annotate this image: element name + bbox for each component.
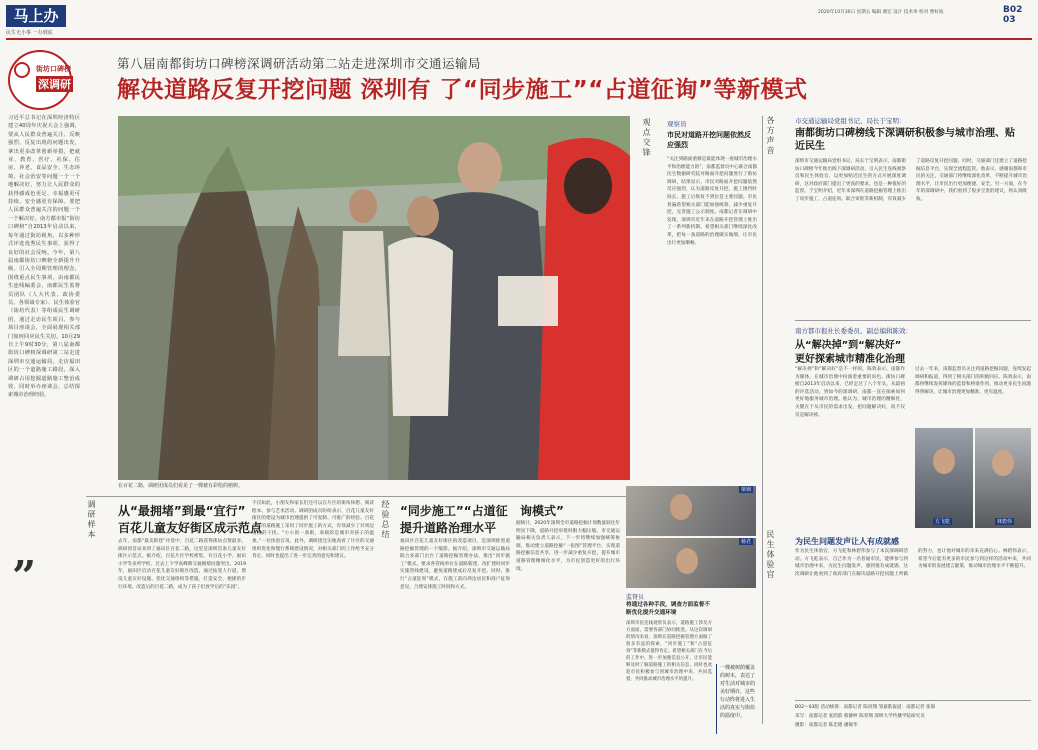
masthead-rule: [6, 38, 1032, 40]
mid2-text2: 据统计，2020年深圳全市道路挖掘计划数量较往年明显下降，道路开挖审批时限大幅压缩。市交通运输局相关负责人表示，下一步将继续加强统筹协调，推动建立道路挖掘“一张图”管理平台，实现道路挖掘信息共享，进一步减少重复开挖，提升城市道路管理精细化水平，为市民创造更好的出行环境。: [516, 521, 620, 572]
kicker: 第八届南都街坊口碑榜深调研活动第二站走进深圳市交通运输局: [117, 56, 482, 71]
side1-text: “关注到路面重修是最能体现一座城市治理水平和治理能力的”，南都监督员中心联合南都民生数据研究院对路面开挖问题进行了街坊调研，结果显示，市民对路面开挖问题依然反应强烈，认为道路反复开挖、施工围挡时间长、施工后恢复不到位是主要问题。市民普遍希望相关部门能加强统筹，减少重复开挖，完善施工公示制度。南都记者在调研中发现，深圳市近年来在道路开挖管理上推出了一系列新机制。希望相关部门继续深化改革，把每一条道路的治理做实做细，让市民出行更加顺畅。: [667, 157, 757, 246]
masthead-logo-text: 马上办: [13, 7, 59, 25]
portrait-face-c: [670, 494, 692, 520]
page-number: B02 03: [1003, 5, 1023, 25]
side1-title: 市民对道路开挖问题依然反应强烈: [667, 131, 751, 149]
side2-text: 深圳市交通运输局党组书记、局长于宝明表示，南都街坊口碑榜今年推出线下深调研活动，引入民生连线观察员和民生体验官，以更加贴近民生的方式开展深度调研，这对政府部门提出了更高的要求，也是一种很好的监督。于宝明介绍，近年来深圳在道路挖掘管理上推出了同步施工、占道征询、联合审批等新机制，有效减少了道路反复开挖问题。同时，交通部门还建立了道路挖掘信息平台，实现全流程监管。他表示，感谢南都和市民的关注，交通部门将继续深化改革，不断提升城市治理水平，让市民出行更加便捷、安全。另一方面，在今年的深调研中，我们看到了很多宝贵的建议，将认真吸收。: [795, 159, 1027, 202]
mid-photo-b: [626, 538, 756, 588]
main-photo: [118, 116, 630, 480]
mid1-heading2: 百花儿童友好街区成示范点: [118, 521, 263, 535]
label-yang: 杨君: [741, 539, 752, 545]
credits-line2: 采写：南都记者 张韵韵 蔡静婷 陈荣翔 深圳大学传播学院研究员: [795, 714, 925, 719]
rightmid-photo-a: [915, 428, 973, 528]
photo-scene: [118, 116, 630, 480]
label-lin: 林碧伟: [997, 519, 1013, 525]
supervisor-title: 将通过各种手段，调查方面监督不断优化提升交通环境: [626, 602, 710, 616]
masthead-logo: [6, 5, 66, 27]
rightmid-heading2: 更好探索城市精准化治理: [795, 354, 905, 365]
mid2-heading2: 提升道路治理水平: [400, 521, 497, 535]
credits-line1: B02～03版 活动统筹：南都记者 陈溟翔 邹嘉皓报道：南都记者 张锦: [795, 705, 936, 710]
lead-text: 习近平总书记在深圳经济特区建立40周年庆祝大会上强调，要从人民群众普遍关注、反映强烈、反复出现的问题出发，拿出更多改革创新举措，把就业、教育、医疗、社保、住房、养老、食品安全、生态环境、社会治安等问题一个一个地解决好，努力让人民群众的获得感成色更足、幸福感更可持续、安全感更有保障。要把人民群众普遍关注的问题一个一个解决好。南方都市报“街坊口碑榜”自2013年启动以来，每年通过街坊视角，以多种形式评选优秀民生事项，获得了良好的社会反响。今年，第八届南都街坊口碑榜全新提升升级，引入全周期管理的理念，围绕重点民生事项，由南都民生连线编委会、南都民生监督员团队（人大代表、政协委员、各领域专家）、民生体验官（街坊代表）等组成民生调研团，通过走访民生项目、参与项目座谈会，全面展现相关部门如何回应民生关切。10月29日上午9时30分，第八届南都街坊口碑榜深调研第二站走进深圳市交通运输局，走访福田区的一个道路施工路段，深入调研占用挖掘道路施工整治成效，同时举办座谈会，总结探索城市治理经验。: [8, 115, 80, 399]
rightmid-text1: “解决掉”和“解决好”是不一样的。陈效表示，南都作为媒体，在城市治理中扮演着重要的角色。街坊口碑榜自2013年启动以来，已经走过了八个年头，从最初的评选活动，到如今的深调研，南都一直在探索如何更好地服务城市治理。他认为，城市治理的精细化，关键在于从市民的需求出发，把问题解决好，而不仅仅是解决掉。: [795, 367, 905, 418]
mid1-heading1: 从“最拥堵”到最“宜行”: [118, 504, 246, 518]
magnifier-icon: [14, 62, 30, 78]
right-mid-rule: [795, 320, 1031, 321]
side1-vert-label: 观点交锋: [642, 118, 651, 158]
rightbottom-title: 为民生问题发声让人有成就感: [795, 537, 899, 546]
badge-line2: 深调研: [38, 78, 71, 91]
mid2-vert-label: 经验总结: [381, 500, 390, 540]
quote-mark: ”: [12, 552, 37, 601]
mid2-heading1: “同步施工”“占道征: [400, 504, 508, 518]
side2-title: 南都街坊口碑榜线下深调研积极参与城市治理、贴近民生: [795, 128, 1015, 152]
rightbottom-text: 作为民生体验官，方飞乾和林碧伟参与了本次深调研活动。方飞乾表示，自己作为一名普通市民，能够参与到城市治理中来，为民生问题发声，感到很有成就感。这次调研让他看到了政府部门在解决道路开挖问题上所做的努力，也让他对城市的未来充满信心。林碧伟表示，希望今后能有更多的市民参与到这样的活动中来，共同为城市的发展建言献策，推动城市治理水平不断提升。: [795, 549, 1031, 577]
supervisor-text: 深圳市民连线观察员表示，道路施工涉及方方面面，需要各部门协同推进。从这次调研的情况来看，深圳在道路挖掘管理方面做了很多有益的探索，“同步施工”和“占道征询”等新模式值得肯定。希望相关部门在今后的工作中，进一步加强信息公开，让市民能够及时了解道路施工的相关信息，同时也欢迎市民积极参与到城市治理中来，共同监督，共同推动城市治理水平的提升。: [626, 621, 712, 682]
side2-person: 市交通运输局党组书记、局长于宝明：: [795, 117, 906, 125]
rightmid-text2: 过去一年来，南都监督员关注到道路挖掘问题，连续发起调研和报道，得到了相关部门的积极回应。陈效表示，南都将继续发挥媒体的监督和桥梁作用，推动更多民生问题得到解决，让城市治理更加精准、更有温度。: [915, 367, 1031, 395]
rightmid-heading1: 从“解决掉”到“解决好”: [795, 340, 902, 351]
label-fang: 方飞乾: [935, 519, 951, 525]
headline: 解决道路反复开挖问题 深圳有 了“同步施工”“占道征询”等新模式: [117, 77, 808, 103]
badge-line1: 街坊口碑榜: [36, 65, 71, 73]
rightmid-person: 南方都市报社长委委员、副总编辑陈效：: [795, 327, 912, 335]
mid1-vert-label: 调研样本: [87, 500, 96, 540]
rightbottom-vert-label: 民生体验官: [766, 530, 775, 580]
side-divider: [762, 116, 763, 724]
credits-rule: [795, 700, 1031, 701]
portrait-face-b: [992, 450, 1014, 476]
mid2-text1: 福田区百花儿童友好街区的改造项目，是深圳推进道路挖掘管理的一个缩影。据介绍，深圳市交通运输局联合多部门出台了道路挖掘管理办法，推出“同步施工”模式，要求各管线单位在道路新建、改扩建时同步实施管线建设，避免道路建成后反复开挖。同时，推行“占道征询”模式，在施工前向周边居民和商户征询意见，合理安排施工时间和方式。: [400, 539, 510, 590]
credits-line3: 摄影：南都记者 陈忠德 潘钿华: [795, 723, 858, 728]
small-note: 一棵被树荫覆盖的树木，表达了对生活对城市的美好期许，这些行动终将进入生活的真实与街坊的温度中。: [716, 664, 756, 734]
mid-photo-a: [626, 486, 756, 536]
masthead-tagline: 民生无小事 一办到底: [6, 30, 53, 36]
photo-caption: 在百花二路，调研团成员们看见了一棵被有彩绘的榕树。: [118, 483, 244, 489]
side1-person: 观察员: [667, 120, 687, 128]
portrait-face-d: [676, 548, 698, 574]
mid1-text1: 去年，南都“最美街巷”评选中，百花二路获得街坊点赞最多。调研团首站来到了福田区百花二路，这里是深圳首条儿童友好街区示范点。据介绍，百花片区学校密集，有百花小学、福田小学等多所学校，过去上下学高峰期交通拥堵问题突出。2019年，福田区启动百花儿童友好街区改造，通过拓宽人行道、增设儿童友好设施、优化交通组织等措施，打造安全、便捷的步行环境。改造后的百花二路，成为了孩子们放学后的“乐园”。: [118, 539, 246, 590]
mid1-text2: 不仅如此，小朋友和家长们还可以在片区的街角休憩、阅读绘本、参与艺术活动。调研团成员纷纷表示，百花儿童友好街区的建设为城市治理提供了可复制、可推广的经验。百花片区的道路施工采用了同步施工的方式，有效减少了对周边居民的干扰。“小小的一条街，承载的是城市对孩子的温柔。”一位体验官说。此外，调研团还实地查看了片区的交通组织优化和慢行系统建设情况，对相关部门的工作给予充分肯定，同时也提出了进一步完善的意见和建议。: [252, 501, 374, 560]
side2-vert-label: 各方声音: [766, 116, 775, 156]
label-liang: 梁钢: [741, 487, 752, 493]
issue-info: 2020年10月30日 星期五 编辑 谢宏 设计 技术单 校对 曹杖枝: [818, 10, 944, 15]
supervisor-role: 监督员: [626, 594, 645, 601]
rightmid-photo-b: [975, 428, 1031, 528]
mid2-heading1b: 询模式”: [520, 504, 564, 518]
portrait-face-a: [933, 448, 955, 474]
